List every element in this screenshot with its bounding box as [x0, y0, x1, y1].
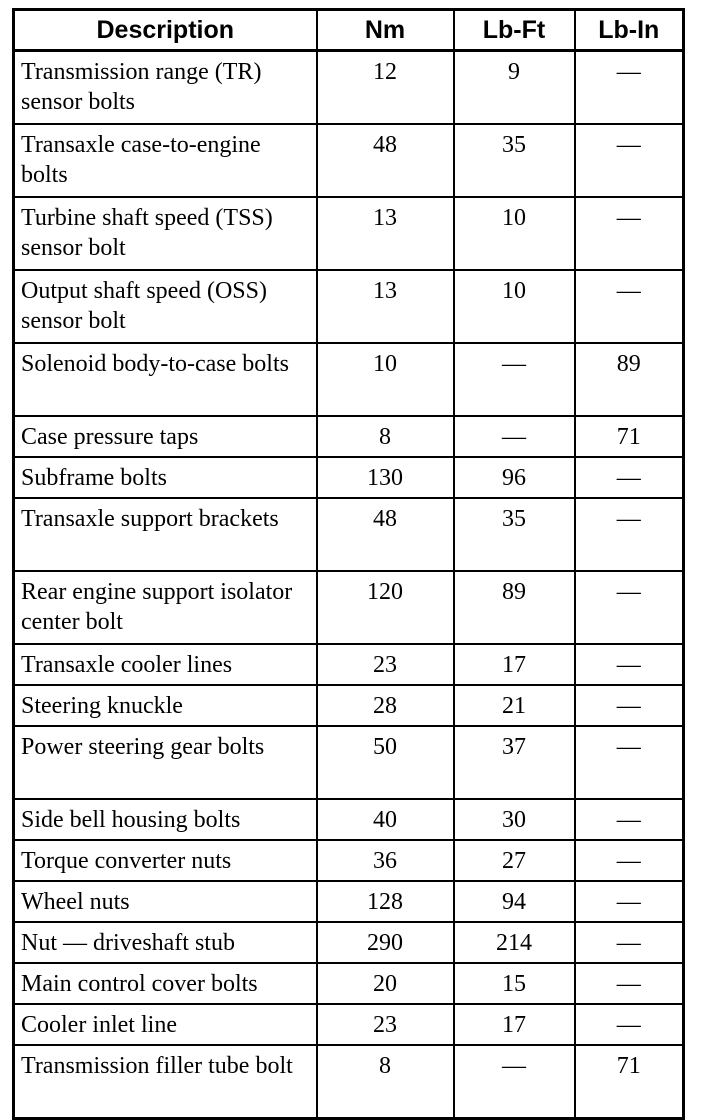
header-description: Description — [14, 10, 317, 51]
header-lb-in: Lb-In — [575, 10, 684, 51]
cell-nm: 8 — [317, 416, 454, 457]
cell-lb-ft: 89 — [454, 571, 575, 644]
table-row — [14, 124, 684, 197]
cell-description: Torque converter nuts — [14, 840, 317, 881]
table-row — [14, 963, 684, 1004]
cell-description: Turbine shaft speed (TSS) sensor bolt — [14, 197, 317, 270]
cell-lb-ft: 9 — [454, 51, 575, 125]
cell-nm: 130 — [317, 457, 454, 498]
table-row — [14, 685, 684, 726]
torque-spec-table-container — [12, 8, 685, 1120]
table-row — [14, 571, 684, 644]
cell-nm: 290 — [317, 922, 454, 963]
table-row — [14, 840, 684, 881]
cell-lb-ft: 35 — [454, 498, 575, 571]
cell-description: Nut — driveshaft stub — [14, 922, 317, 963]
cell-lb-in: — — [575, 51, 684, 125]
cell-nm: 12 — [317, 51, 454, 125]
cell-lb-in: — — [575, 799, 684, 840]
cell-nm: 13 — [317, 270, 454, 343]
cell-lb-in: — — [575, 1004, 684, 1045]
cell-description: Rear engine support isolator center bolt — [14, 571, 317, 644]
cell-description: Subframe bolts — [14, 457, 317, 498]
cell-lb-ft: — — [454, 343, 575, 416]
cell-nm: 8 — [317, 1045, 454, 1119]
cell-description: Cooler inlet line — [14, 1004, 317, 1045]
table-row — [14, 881, 684, 922]
cell-lb-in: — — [575, 124, 684, 197]
table-row — [14, 799, 684, 840]
table-row — [14, 343, 684, 416]
cell-nm: 40 — [317, 799, 454, 840]
table-row — [14, 270, 684, 343]
cell-lb-ft: — — [454, 416, 575, 457]
cell-description: Transaxle support brackets — [14, 498, 317, 571]
cell-description: Output shaft speed (OSS) sensor bolt — [14, 270, 317, 343]
cell-lb-in: — — [575, 922, 684, 963]
cell-lb-ft: 214 — [454, 922, 575, 963]
cell-nm: 128 — [317, 881, 454, 922]
table-row — [14, 922, 684, 963]
cell-description: Steering knuckle — [14, 685, 317, 726]
cell-description: Wheel nuts — [14, 881, 317, 922]
table-row — [14, 416, 684, 457]
cell-description: Transaxle cooler lines — [14, 644, 317, 685]
cell-lb-ft: 35 — [454, 124, 575, 197]
cell-description: Side bell housing bolts — [14, 799, 317, 840]
cell-nm: 36 — [317, 840, 454, 881]
cell-description: Case pressure taps — [14, 416, 317, 457]
cell-lb-ft: 96 — [454, 457, 575, 498]
table-row — [14, 51, 684, 125]
cell-description: Power steering gear bolts — [14, 726, 317, 799]
cell-lb-in: — — [575, 270, 684, 343]
table-row — [14, 457, 684, 498]
header-row — [14, 10, 684, 51]
cell-nm: 120 — [317, 571, 454, 644]
header-lb-ft: Lb-Ft — [454, 10, 575, 51]
cell-lb-in: 71 — [575, 1045, 684, 1119]
cell-lb-in: — — [575, 685, 684, 726]
cell-description: Transmission range (TR) sensor bolts — [14, 51, 317, 125]
cell-lb-in: 89 — [575, 343, 684, 416]
cell-description: Solenoid body-to-case bolts — [14, 343, 317, 416]
cell-lb-ft: 27 — [454, 840, 575, 881]
cell-lb-in: — — [575, 881, 684, 922]
cell-nm: 28 — [317, 685, 454, 726]
cell-lb-in: 71 — [575, 416, 684, 457]
cell-nm: 23 — [317, 644, 454, 685]
table-row — [14, 498, 684, 571]
cell-lb-in: — — [575, 571, 684, 644]
cell-lb-in: — — [575, 644, 684, 685]
table-row — [14, 197, 684, 270]
table-row — [14, 1045, 684, 1119]
cell-description: Main control cover bolts — [14, 963, 317, 1004]
cell-lb-in: — — [575, 726, 684, 799]
cell-lb-in: — — [575, 840, 684, 881]
cell-nm: 48 — [317, 498, 454, 571]
cell-lb-in: — — [575, 457, 684, 498]
cell-lb-ft: 21 — [454, 685, 575, 726]
table-row — [14, 726, 684, 799]
cell-lb-ft: 10 — [454, 197, 575, 270]
cell-nm: 48 — [317, 124, 454, 197]
cell-lb-ft: 15 — [454, 963, 575, 1004]
cell-lb-ft: 17 — [454, 1004, 575, 1045]
table-row — [14, 644, 684, 685]
cell-lb-ft: 30 — [454, 799, 575, 840]
cell-description: Transaxle case-to-engine bolts — [14, 124, 317, 197]
torque-spec-table — [12, 8, 685, 1120]
cell-lb-ft: 37 — [454, 726, 575, 799]
cell-nm: 13 — [317, 197, 454, 270]
cell-lb-in: — — [575, 197, 684, 270]
cell-lb-ft: 94 — [454, 881, 575, 922]
cell-nm: 10 — [317, 343, 454, 416]
cell-lb-ft: — — [454, 1045, 575, 1119]
cell-description: Transmission filler tube bolt — [14, 1045, 317, 1119]
cell-lb-in: — — [575, 498, 684, 571]
cell-lb-ft: 10 — [454, 270, 575, 343]
cell-lb-in: — — [575, 963, 684, 1004]
cell-lb-ft: 17 — [454, 644, 575, 685]
table-row — [14, 1004, 684, 1045]
cell-nm: 20 — [317, 963, 454, 1004]
cell-nm: 50 — [317, 726, 454, 799]
cell-nm: 23 — [317, 1004, 454, 1045]
header-nm: Nm — [317, 10, 454, 51]
